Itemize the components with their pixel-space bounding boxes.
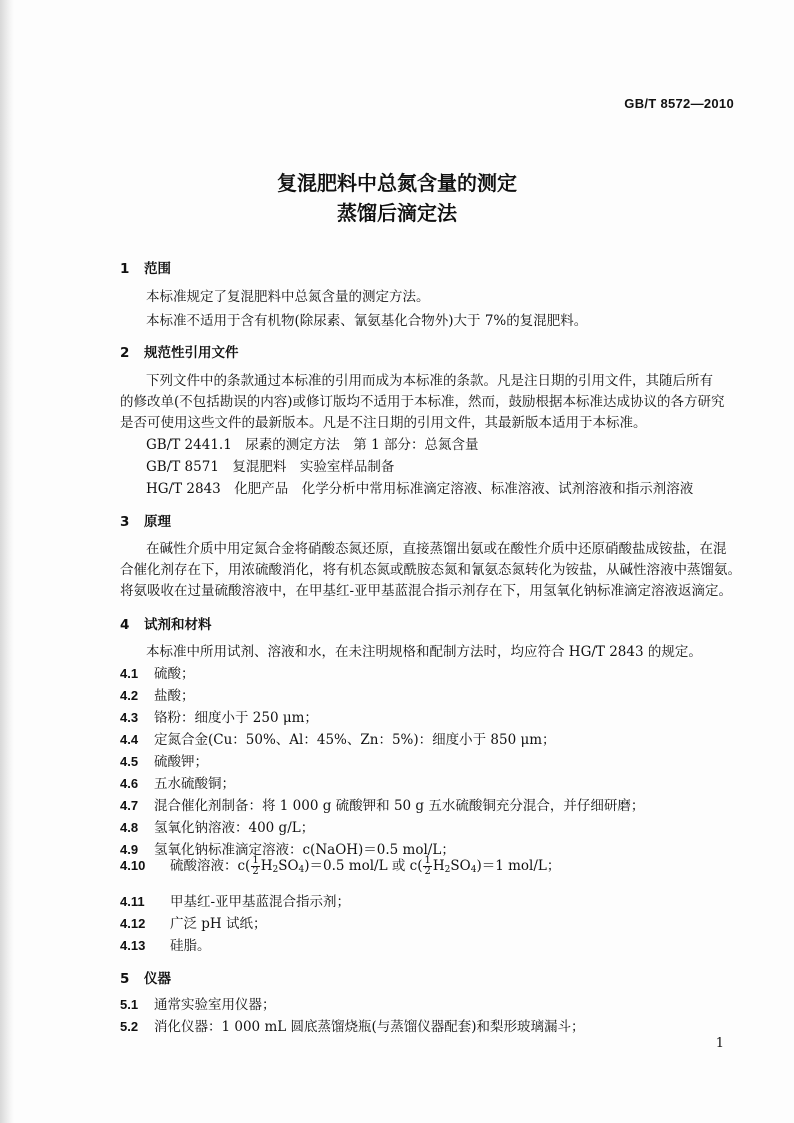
- paragraph-line: 合催化剂存在下，用浓硫酸消化，将有机态氮或酰胺态氮和氰氨态氮转化为铵盐，从碱性溶液中蒸馏氨。: [120, 562, 741, 578]
- section-heading-scope: 1 范围: [120, 261, 171, 277]
- reference-item: HG/T 2843 化肥产品 化学分析中常用标准滴定溶液、标准溶液、试剂溶液和指示剂溶液: [146, 481, 694, 497]
- paragraph-line: 在碱性介质中用定氮合金将硝酸态氮还原，直接蒸馏出氨或在酸性介质中还原硝酸盐成铵盐，在混: [146, 541, 727, 557]
- list-item: 4.7 混合催化剂制备：将 1 000 g 硫酸钾和 50 g 五水硫酸铜充分混合，并仔细研磨；: [120, 798, 645, 814]
- list-item: 4.2 盐酸；: [120, 688, 195, 704]
- document-subtitle: 蒸馏后滴定法: [337, 201, 457, 225]
- fraction: $\frac{1}{2}$: [252, 855, 259, 877]
- list-item: 4.8 氢氧化钠溶液：400 g/L；: [120, 820, 315, 836]
- list-item: 4.1 硫酸；: [120, 666, 195, 682]
- paragraph-line: 下列文件中的条款通过本标准的引用而成为本标准的条款。凡是注日期的引用文件，其随后所有: [146, 373, 713, 389]
- section-heading-apparatus: 5 仪器: [120, 971, 171, 987]
- section-heading-references: 2 规范性引用文件: [120, 345, 239, 361]
- section-heading-reagents: 4 试剂和材料: [120, 617, 212, 633]
- list-item: 4.6 五水硫酸铜；: [120, 776, 235, 792]
- paragraph-line: 将氨吸收在过量硫酸溶液中，在甲基红-亚甲基蓝混合指示剂存在下，用氢氧化钠标准滴定溶液返滴定。: [120, 583, 733, 599]
- paragraph: 本标准中所用试剂、溶液和水，在未注明规格和配制方法时，均应符合 HG/T 2843 的规定。: [146, 644, 702, 660]
- paragraph-line: 是否可使用这些文件的最新版本。凡是不注日期的引用文件，其最新版本适用于本标准。: [120, 415, 647, 431]
- paragraph-line: 的修改单(不包括勘误的内容)或修订版均不适用于本标准，然而，鼓励根据本标准达成协议的各方研究: [120, 394, 725, 410]
- reference-item: GB/T 8571 复混肥料 实验室样品制备: [146, 459, 395, 475]
- list-item: 4.11 甲基红-亚甲基蓝混合指示剂；: [120, 894, 351, 910]
- list-item: 5.1 通常实验室用仪器；: [120, 997, 276, 1013]
- list-item: 4.9 氢氧化钠标准滴定溶液：c(NaOH)＝0.5 mol/L；: [120, 842, 455, 858]
- list-item: 5.2 消化仪器：1 000 mL 圆底蒸馏烧瓶(与蒸馏仪器配套)和梨形玻璃漏斗；: [120, 1019, 585, 1035]
- list-item-sulfuric-acid-solution: 4.10 硫酸溶液：c( $\frac{1}{2}$ $H_2SO_4)=0.5$ mol/L 或 c( $\frac{1}{2}$ $H_2SO_4)=1$ mol/L；: [120, 855, 561, 877]
- list-item: 4.13 硅脂。: [120, 938, 211, 954]
- list-item: 4.5 硫酸钾；: [120, 754, 208, 770]
- section-heading-principle: 3 原理: [120, 514, 171, 530]
- fraction: $\frac{1}{2}$: [424, 855, 431, 877]
- page-number: 1: [715, 1036, 724, 1051]
- paragraph: 本标准不适用于含有机物(除尿素、氰氨基化合物外)大于 7%的复混肥料。: [146, 313, 588, 329]
- standard-code: GB/T 8572—2010: [624, 96, 734, 111]
- paragraph: 本标准规定了复混肥料中总氮含量的测定方法。: [146, 289, 430, 305]
- list-item: 4.12 广泛 pH 试纸；: [120, 916, 267, 932]
- list-item: 4.4 定氮合金(Cu：50%、Al：45%、Zn：5%)：细度小于 850 μm；: [120, 732, 556, 748]
- list-item: 4.3 铬粉：细度小于 250 μm；: [120, 710, 318, 726]
- reference-item: GB/T 2441.1 尿素的测定方法 第 1 部分：总氮含量: [146, 437, 479, 453]
- document-title: 复混肥料中总氮含量的测定: [277, 171, 517, 195]
